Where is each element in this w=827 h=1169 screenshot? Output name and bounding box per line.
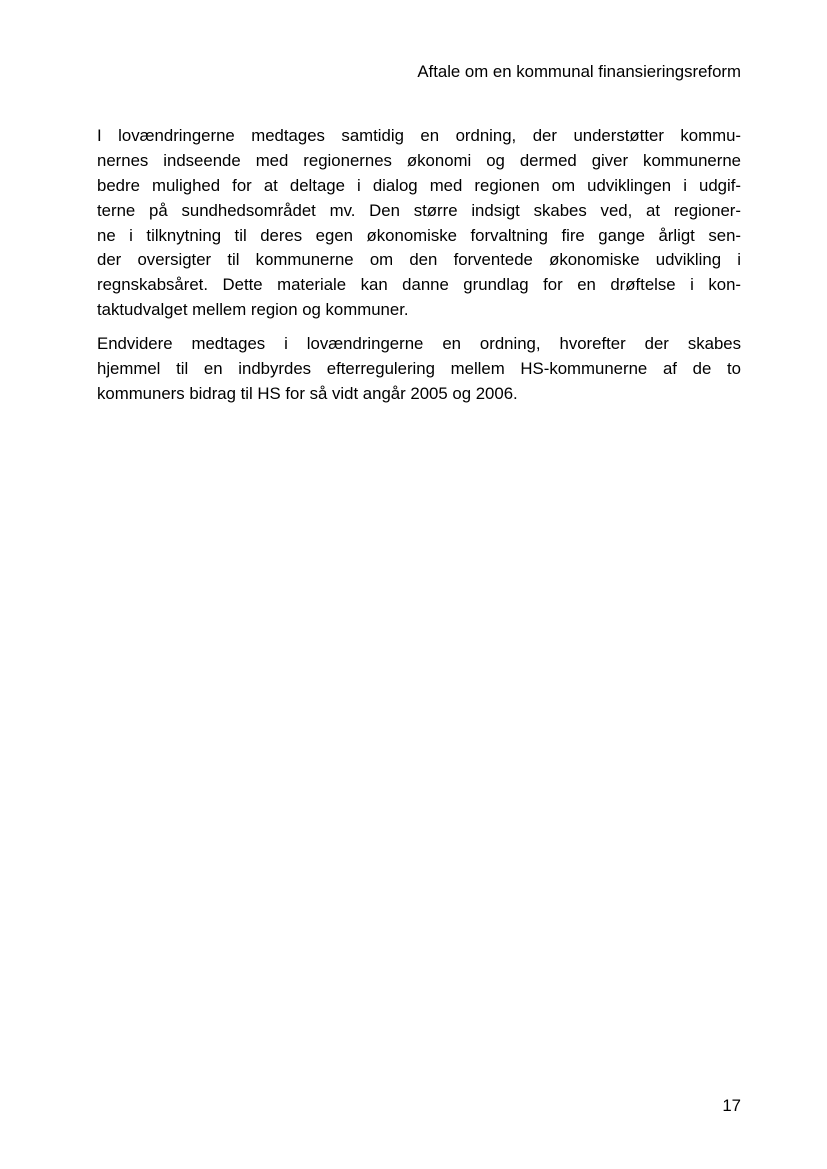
body-line: I lovændringerne medtages samtidig en ordning, der understøtter kommu-: [97, 125, 741, 145]
body-line: regnskabsåret. Dette materiale kan danne grundlag for en drøftelse i kon-: [97, 275, 741, 295]
body-line: terne på sundhedsområdet mv. Den større indsigt skabes ved, at regioner-: [97, 200, 741, 220]
body-line: der oversigter til kommunerne om den forventede økonomiske udvikling i: [97, 250, 741, 270]
body-line: ne i tilknytning til deres egen økonomiske forvaltning fire gange årligt sen-: [97, 225, 741, 245]
body-line: kommuners bidrag til HS for så vidt angår 2005 og 2006.: [97, 383, 518, 403]
running-header: Aftale om en kommunal finansieringsreform: [417, 62, 741, 81]
body-line: nernes indseende med regionernes økonomi og dermed giver kommunerne: [97, 150, 741, 170]
body-line: Endvidere medtages i lovændringerne en ordning, hvorefter der skabes: [97, 334, 741, 354]
paragraph-1: [97, 124, 741, 323]
paragraph-2: [97, 332, 741, 407]
body-line: taktudvalget mellem region og kommuner.: [97, 300, 409, 320]
body-line: hjemmel til en indbyrdes efterregulering mellem HS-kommunerne af de to: [97, 359, 741, 379]
page-number: 17: [722, 1096, 741, 1115]
body-line: bedre mulighed for at deltage i dialog med regionen om udviklingen i udgif-: [97, 175, 741, 195]
